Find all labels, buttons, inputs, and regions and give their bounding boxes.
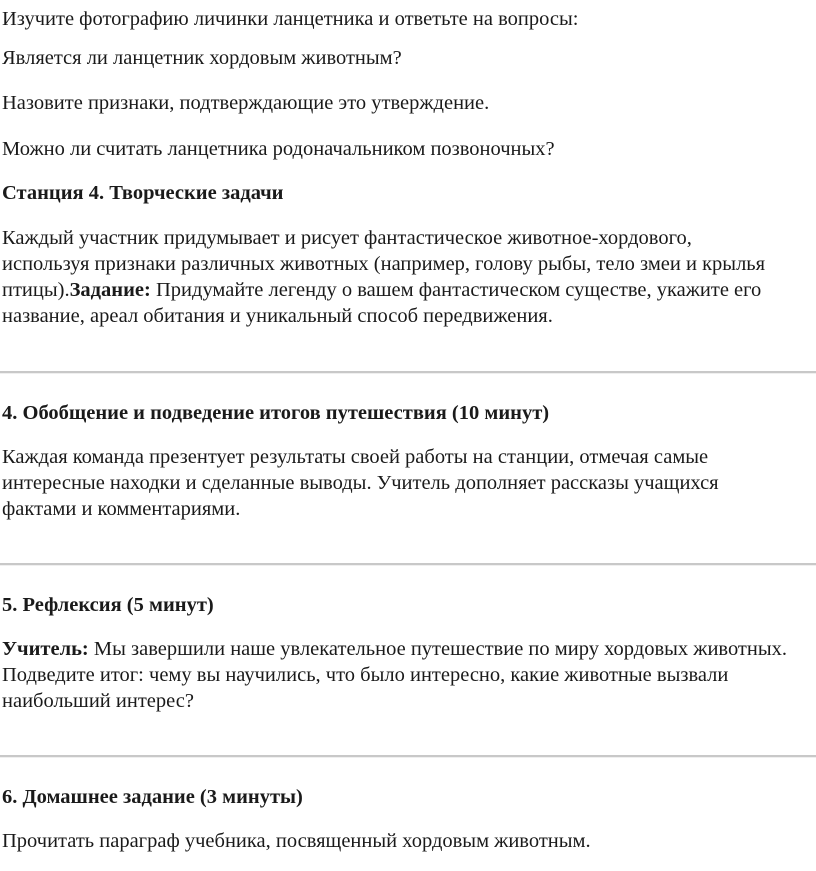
- station4-paragraph: [2, 225, 782, 329]
- section6-text: Прочитать параграф учебника, посвященный хордовым животным.: [2, 830, 591, 852]
- question-intro: Изучите фотографию личинки ланцетника и ответьте на вопросы:: [2, 8, 579, 30]
- teacher-text: Мы завершили наше увлекательное путешествие по миру хордовых животных. Подведите итог: чему вы научились, что было интересно, какие животные вызвали наибольший интерес?: [2, 638, 788, 712]
- divider: [0, 371, 816, 374]
- section4-text: Каждая команда презентует результаты своей работы на станции, отмечая самые интересные находки и сделанные выводы. Учитель дополняет рассказы учащихся фактами и комментариями.: [2, 446, 719, 520]
- station4-text: Каждый участник придумывает и рисует фантастическое животное-хордового, используя признаки различных животных (например, голову рыбы, тело змеи и крылья птицы).: [2, 227, 766, 301]
- question-2: Назовите признаки, подтверждающие это утверждение.: [2, 92, 490, 114]
- section4-heading: 4. Обобщение и подведение итогов путешествия (10 минут): [2, 402, 550, 424]
- task-text: Придумайте легенду о вашем фантастическом существе, укажите его название, ареал обитания и уникальный способ передвижения.: [2, 279, 762, 327]
- question-1: Является ли ланцетник хордовым животным?: [2, 47, 402, 69]
- section5-heading: 5. Рефлексия (5 минут): [2, 594, 214, 616]
- divider: [0, 563, 816, 566]
- question-3: Можно ли считать ланцетника родоначальником позвоночных?: [2, 138, 555, 160]
- section6-heading: 6. Домашнее задание (3 минуты): [2, 786, 303, 808]
- task-label: Задание:: [69, 279, 151, 301]
- station4-heading: Станция 4. Творческие задачи: [2, 182, 284, 204]
- teacher-label: Учитель:: [2, 638, 89, 660]
- section5-paragraph: [2, 636, 802, 714]
- divider: [0, 755, 816, 758]
